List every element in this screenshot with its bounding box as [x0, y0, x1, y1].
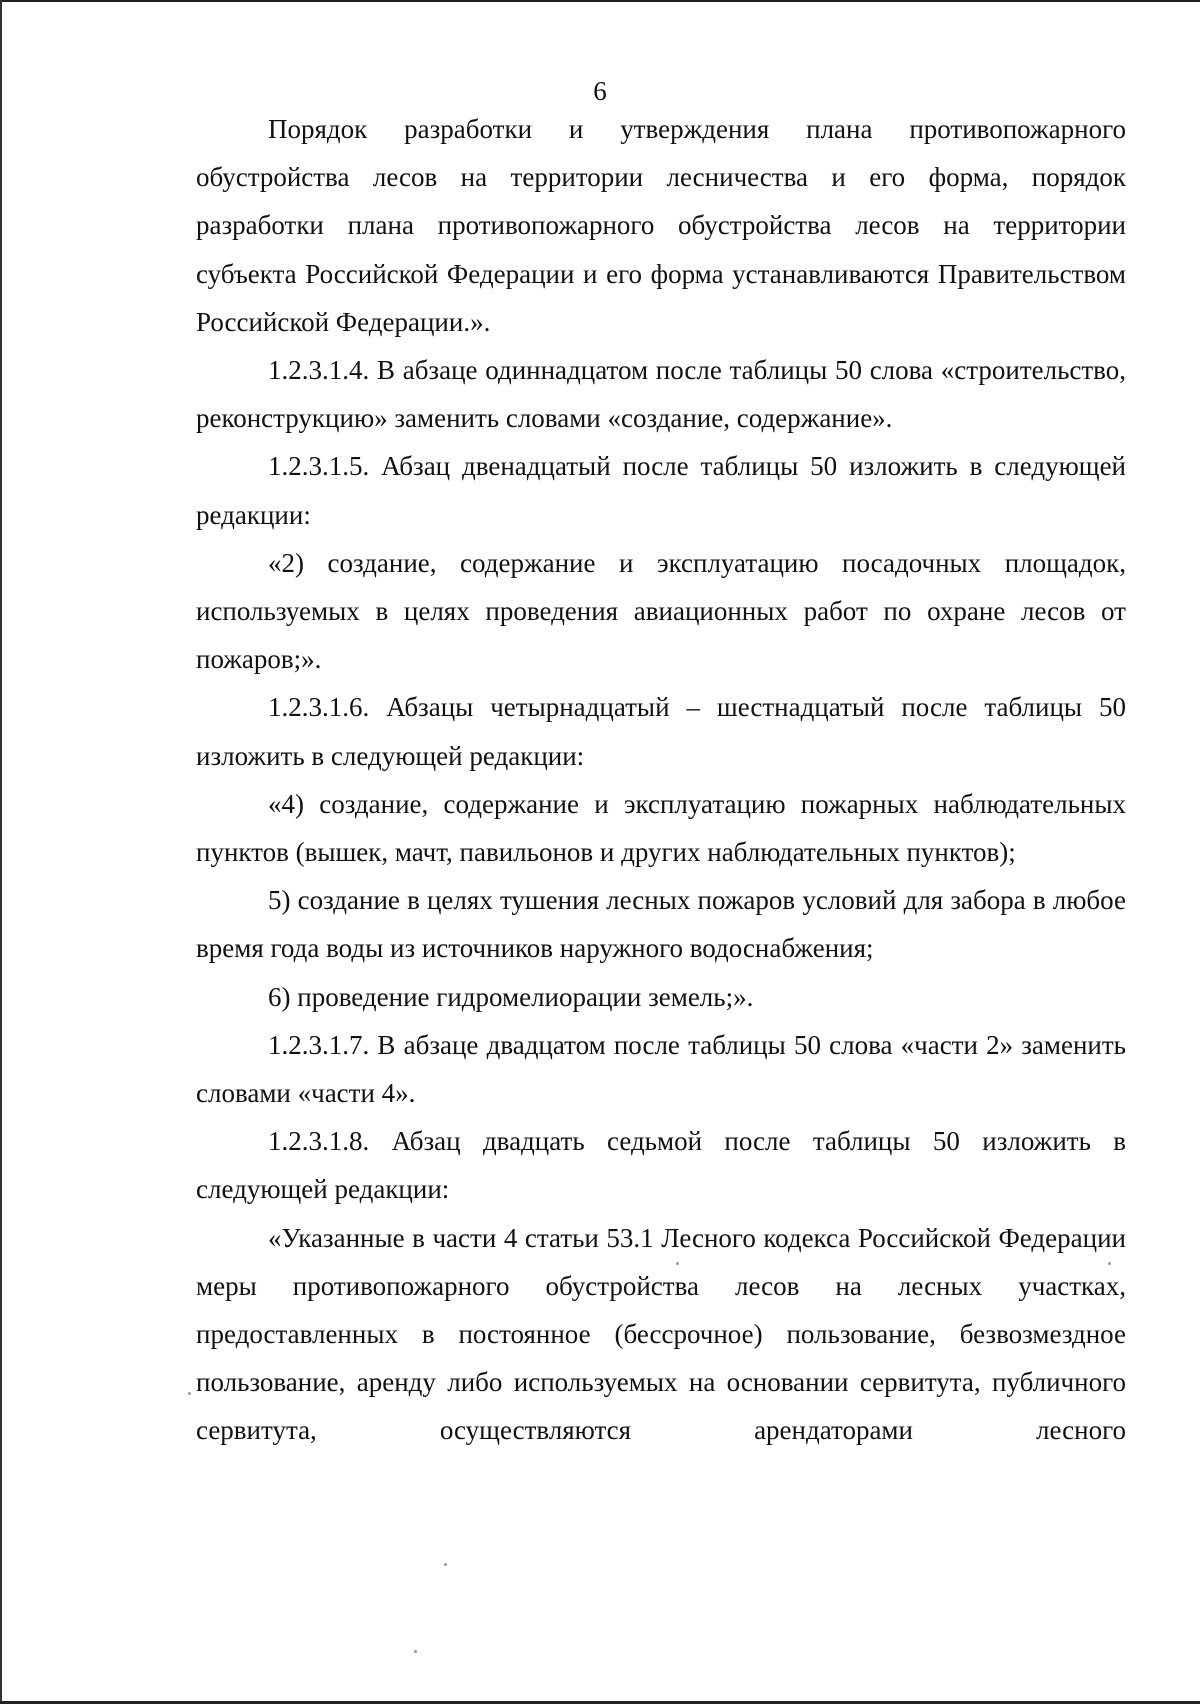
- scan-speck: [444, 1563, 447, 1566]
- paragraph-1-2-3-1-7: 1.2.3.1.7. В абзаце двадцатом после таблицы 50 слова «части 2» заменить словами «части 4».: [196, 1029, 1126, 1109]
- paragraph-1-2-3-1-5: 1.2.3.1.5. Абзац двенадцатый после таблицы 50 изложить в следующей редакции:: [196, 451, 1126, 530]
- scan-speck: [188, 1392, 191, 1395]
- scan-edge-left: [0, 0, 2, 1704]
- paragraph-1-2-3-1-4: 1.2.3.1.4. В абзаце одиннадцатом после таблицы 50 слова «строительство, реконструкцию» заменить словами «создание, содержание».: [196, 355, 1126, 434]
- scan-speck: [414, 1650, 417, 1653]
- paragraph-item-4-observation-points: «4) создание, содержание и эксплуатацию пожарных наблюдательных пунктов (вышек, мачт, павильонов и других наблюдательных пунктов);: [196, 788, 1126, 868]
- paragraph-1-2-3-1-6: 1.2.3.1.6. Абзацы четырнадцатый – шестнадцатый после таблицы 50 изложить в следующей редакции:: [196, 692, 1126, 771]
- paragraph-quoted-measures: «Указанные в части 4 статьи 53.1 Лесного кодекса Российской Федерации меры противопожарного обустройства лесов на лесных участках, предоставленных в постоянное (бессрочное) пользование, безвозмездное пользование, аренду либо используемых на основании сервитута, публичного сервитута, осуществляются арендаторами лесного: [196, 1222, 1126, 1446]
- paragraph-item-6-hydromelioration: 6) проведение гидромелиорации земель;».: [268, 981, 754, 1012]
- paragraph-item-2-landing-sites: «2) создание, содержание и эксплуатацию посадочных площадок, используемых в целях проведения авиационных работ по охране лесов от пожаров;».: [196, 547, 1126, 675]
- page-number: 6: [593, 76, 607, 106]
- paragraph-item-5-water-intake: 5) создание в целях тушения лесных пожаров условий для забора в любое время года воды из источников наружного водоснабжения;: [196, 885, 1126, 964]
- paragraph-forest-fire-plan-order: Порядок разработки и утверждения плана противопожарного обустройства лесов на территории лесничества и его форма, порядок разработки плана противопожарного обустройства лесов на территории субъекта Российской Федерации и его форма устанавливаются Правительством Российской Федерации.».: [196, 114, 1126, 337]
- document-body: [196, 105, 1126, 1455]
- scan-speck: [1108, 1262, 1111, 1265]
- scan-speck: [676, 1262, 679, 1265]
- scan-edge-top: [0, 0, 1200, 2]
- paragraph-1-2-3-1-8: 1.2.3.1.8. Абзац двадцать седьмой после таблицы 50 изложить в следующей редакции:: [196, 1126, 1126, 1205]
